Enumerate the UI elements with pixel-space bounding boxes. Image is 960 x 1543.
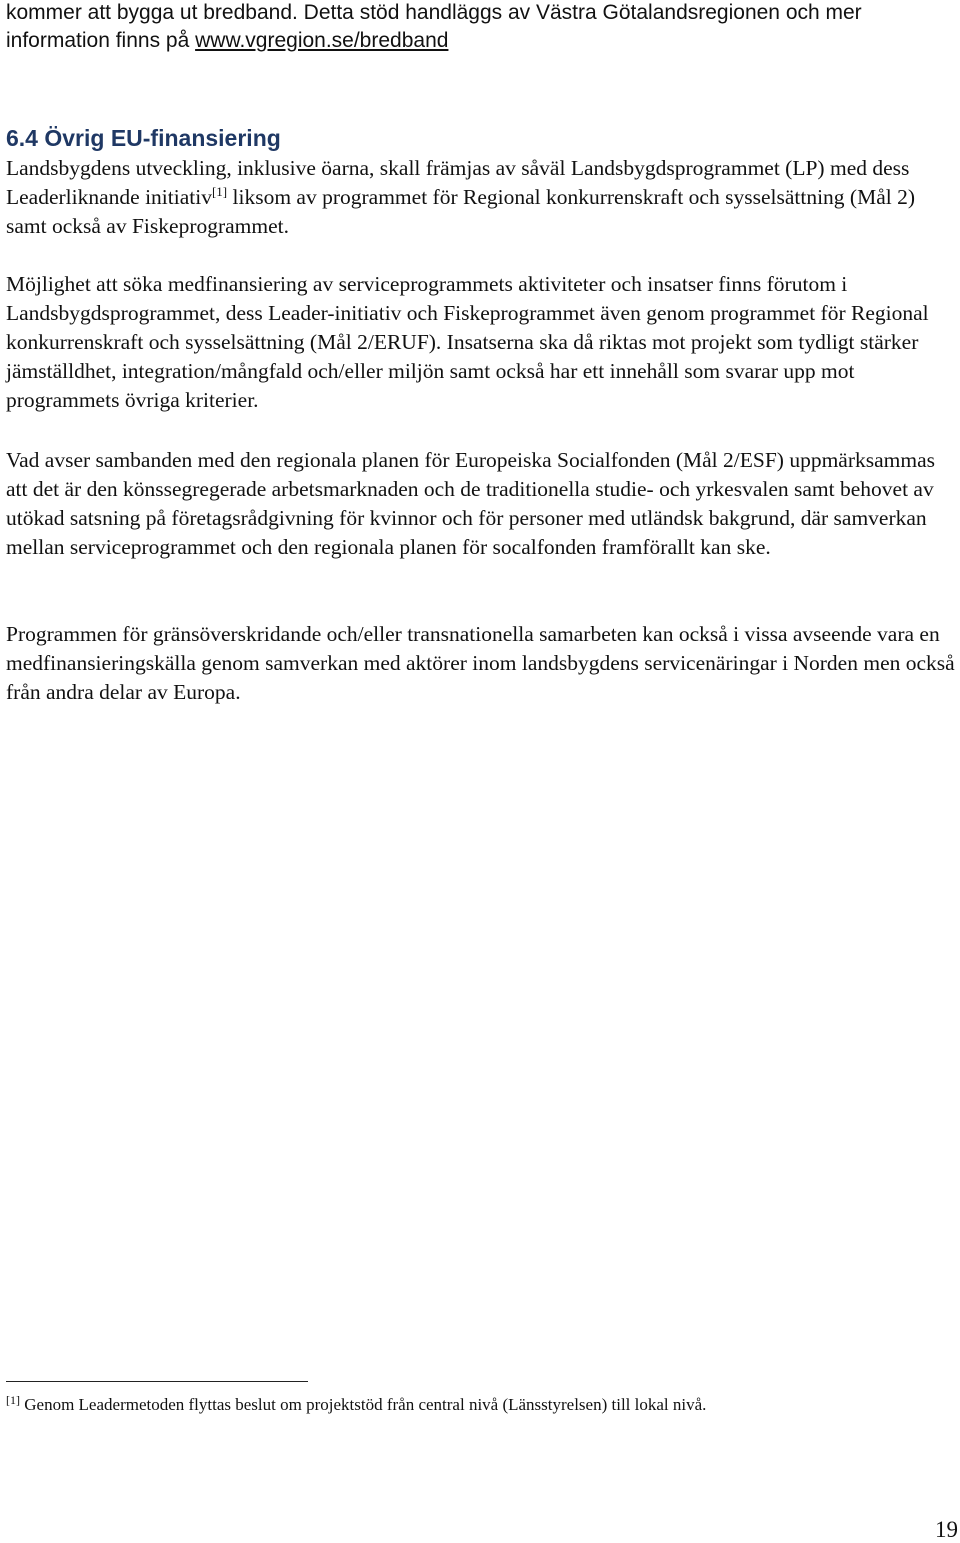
paragraph-cross-border: Programmen för gränsöverskridande och/eller transnationella samarbeten kan också i vissa avseende vara en medfinansieringskälla genom samverkan med aktörer inom landsbygdens servicenäringar i Norden men också från andra delar av Europa. xyxy=(6,622,955,704)
paragraph-cofinancing: Möjlighet att söka medfinansiering av serviceprogrammets aktiviteter och insatser finns förutom i Landsbygdsprogrammet, dess Leader-initiativ och Fiskeprogrammet även genom programmet för Regional konkurrenskraft och sysselsättning (Mål 2/ERUF). Insatserna ska då riktas mot projekt som tydligt stärker jämställdhet, integration/mångfald och/eller miljön samt också har ett innehåll som svarar upp mot programmets övriga kriterier. xyxy=(6,272,929,412)
paragraph-1-text-a: Landsbygdens utveckling, inklusive öarna, skall främjas av såväl Landsbygdsprogrammet (LP) med dess Leaderliknande initiativ xyxy=(6,156,910,209)
footnote-text: Genom Leadermetoden flyttas beslut om projektstöd från central nivå (Länsstyrelsen) till lokal nivå. xyxy=(20,1395,707,1414)
intro-line-2-prefix: information finns på xyxy=(6,29,196,52)
intro-paragraph xyxy=(6,0,946,55)
vgregion-link[interactable]: www.vgregion.se/bredband xyxy=(195,29,449,52)
page-number: 19 xyxy=(935,1517,958,1542)
footnote-reference: [1] xyxy=(211,184,228,199)
paragraph-eu-funding xyxy=(6,154,958,241)
footnote-separator xyxy=(6,1381,308,1382)
paragraph-social-fund: Vad avser sambanden med den regionala planen för Europeiska Socialfonden (Mål 2/ESF) uppmärksammas att det är den könssegregerade arbetsmarknaden och de traditionella studie- och yrkesvalen samt behovet av utökad satsning på företagsrådgivning för kvinnor och för personer med utländsk bakgrund, där samverkan mellan serviceprogrammet och den regionala planen för socalfonden framförallt kan ske. xyxy=(6,448,936,559)
footnote-marker: [1] xyxy=(6,1393,20,1407)
section-heading: 6.4 Övrig EU-finansiering xyxy=(6,125,281,151)
paragraph-1-text-b: liksom av programmet för Regional konkurrenskraft och sysselsättning (Mål 2) samt också av Fiskeprogrammet. xyxy=(6,185,915,238)
footnote xyxy=(6,1393,706,1417)
intro-line-1: kommer att bygga ut bredband. Detta stöd handläggs av Västra Götalandsregionen och mer xyxy=(6,1,862,24)
